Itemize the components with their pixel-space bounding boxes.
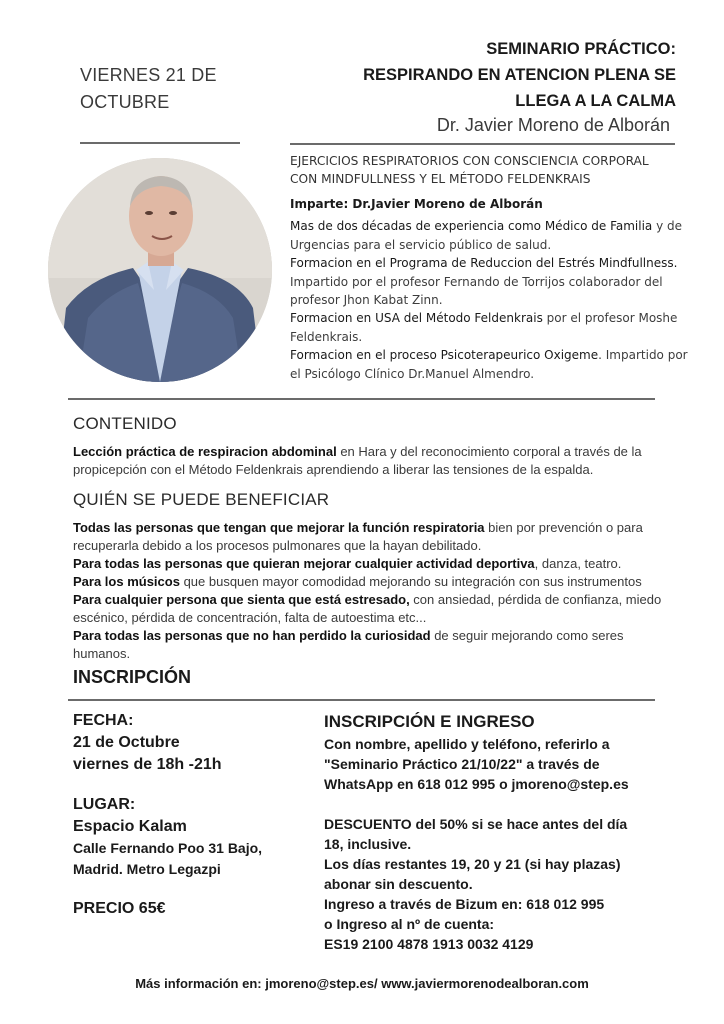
beneficiar-item [73, 627, 683, 663]
lugar-address-line2: Madrid. Metro Legazpi [73, 861, 221, 877]
seminar-title-line3: LLEGA A LA CALMA [515, 92, 676, 110]
beneficiar-item-bold: Para los músicos [73, 574, 180, 589]
lugar-address-line1: Calle Fernando Poo 31 Bajo, [73, 840, 263, 856]
bio-item-rest: por el profesor Moshe Feldenkrais. [290, 311, 678, 344]
contenido-bold: Lección práctica de respiracion abdominal [73, 444, 337, 459]
seminar-title [256, 36, 676, 114]
beneficiar-item-rest: , danza, teatro. [534, 556, 622, 571]
author-name: Dr. Javier Moreno de Alborán [436, 115, 670, 135]
footer-contact: Más información en: jmoreno@step.es/ www.javiermorenodealboran.com [135, 976, 589, 991]
bio-item [290, 346, 690, 383]
bio-subtitle-line2: CON MINDFULLNESS Y EL MÉTODO FELDENKRAIS [290, 172, 591, 186]
beneficiar-item-rest: que busquen mayor comodidad mejorando su integración con sus instrumentos [179, 574, 642, 589]
beneficiar-item-bold: Para todas las personas que quieran mejorar cualquier actividad deportiva [73, 556, 535, 571]
beneficiar-item-rest: de seguir mejorando como seres humanos. [73, 628, 624, 661]
seminar-title-line2: RESPIRANDO EN ATENCION PLENA SE [363, 66, 676, 84]
lugar-label: LUGAR: [73, 796, 136, 813]
beneficiar-item [73, 573, 683, 591]
bio-item [290, 217, 690, 254]
precio: PRECIO 65€ [73, 900, 166, 917]
bio-item-bold: Formacion en el proceso Psicoterapeurico Oxigeme [290, 348, 599, 363]
speaker-portrait-illustration [48, 158, 272, 382]
event-date [80, 62, 280, 116]
descuento-line: Los días restantes 19, 20 y 21 (si hay plazas) [324, 856, 621, 872]
seminar-title-line1: SEMINARIO PRÁCTICO: [486, 40, 676, 58]
descuento-line: DESCUENTO del 50% si se hace antes del día [324, 816, 628, 832]
descuento-line: Ingreso a través de Bizum en: 618 012 995 [324, 896, 605, 912]
bio-item-rest: . Impartido por el Psicólogo Clínico Dr.Manuel Almendro. [290, 348, 688, 381]
beneficiar-item [73, 519, 683, 555]
beneficiar-item-bold: Para todas las personas que no han perdido la curiosidad [73, 628, 431, 643]
beneficiar-item-bold: Para cualquier persona que sienta que está estresado, [73, 592, 410, 607]
bio-divider [68, 398, 655, 400]
event-date-line1: VIERNES 21 DE [80, 65, 217, 85]
ingreso-line: WhatsApp en 618 012 995 o jmoreno@step.es [324, 776, 629, 792]
bio-subtitle [290, 152, 690, 188]
fecha-day: 21 de Octubre [73, 734, 180, 751]
bio-item-bold: Formacion en el Programa de Reduccion del Estrés Mindfullness. [290, 256, 678, 271]
bio-item-bold: Mas de dos décadas de experiencia como Médico de Familia [290, 219, 653, 234]
fecha-time: viernes de 18h -21h [73, 756, 222, 773]
descuento-line: o Ingreso al nº de cuenta: [324, 916, 495, 932]
contenido-text [73, 443, 673, 479]
title-divider [290, 143, 675, 145]
bio-item-bold: Formacion en USA del Método Feldenkrais [290, 311, 543, 326]
speaker-bio [290, 152, 690, 383]
beneficiar-item [73, 555, 683, 573]
bio-imparte: Imparte: Dr.Javier Moreno de Alborán [290, 197, 543, 211]
fecha-label: FECHA: [73, 712, 134, 729]
beneficiar-list [73, 519, 683, 663]
bio-subtitle-line1: EJERCICIOS RESPIRATORIOS CON CONSCIENCIA CORPORAL [290, 154, 649, 168]
beneficiar-heading: QUIÉN SE PUEDE BENEFICIAR [73, 490, 330, 509]
bio-item-rest: y de Urgencias para el servicio público de salud. [290, 219, 683, 252]
descuento-line: abonar sin descuento. [324, 876, 473, 892]
bank-account: ES19 2100 4878 1913 0032 4129 [324, 936, 534, 952]
beneficiar-item-rest: bien por prevención o para recuperarla debido a los procesos pulmonares que la hayan debilitado. [73, 520, 643, 553]
event-date-line2: OCTUBRE [80, 92, 170, 112]
beneficiar-item-rest: con ansiedad, pérdida de confianza, miedo escénico, pérdida de concentración, falta de autoestima etc... [73, 592, 662, 625]
lugar-name: Espacio Kalam [73, 818, 187, 835]
speaker-photo [48, 158, 272, 382]
inscripcion-divider [68, 699, 655, 701]
contenido-heading: CONTENIDO [73, 414, 177, 433]
contenido-rest: en Hara y del reconocimiento corporal a través de la propicepción con el Método Feldenkrais aprendiendo a liberar las tensiones de la espalda. [73, 444, 642, 477]
ingreso-heading: INSCRIPCIÓN E INGRESO [324, 712, 535, 731]
beneficiar-item [73, 591, 683, 627]
descuento-line: 18, inclusive. [324, 836, 412, 852]
bio-item [290, 254, 690, 309]
ingreso-line: "Seminario Práctico 21/10/22" a través de [324, 756, 600, 772]
ingreso-line: Con nombre, apellido y teléfono, referirlo a [324, 736, 610, 752]
date-divider [80, 142, 240, 144]
beneficiar-item-bold: Todas las personas que tengan que mejorar la función respiratoria [73, 520, 485, 535]
bio-item-rest: Impartido por el profesor Fernando de Torrijos colaborador del profesor Jhon Kabat Zinn. [290, 274, 663, 308]
event-details [73, 710, 313, 920]
bio-item [290, 309, 690, 346]
inscripcion-heading: INSCRIPCIÓN [73, 667, 192, 687]
ingreso-details [324, 710, 684, 954]
